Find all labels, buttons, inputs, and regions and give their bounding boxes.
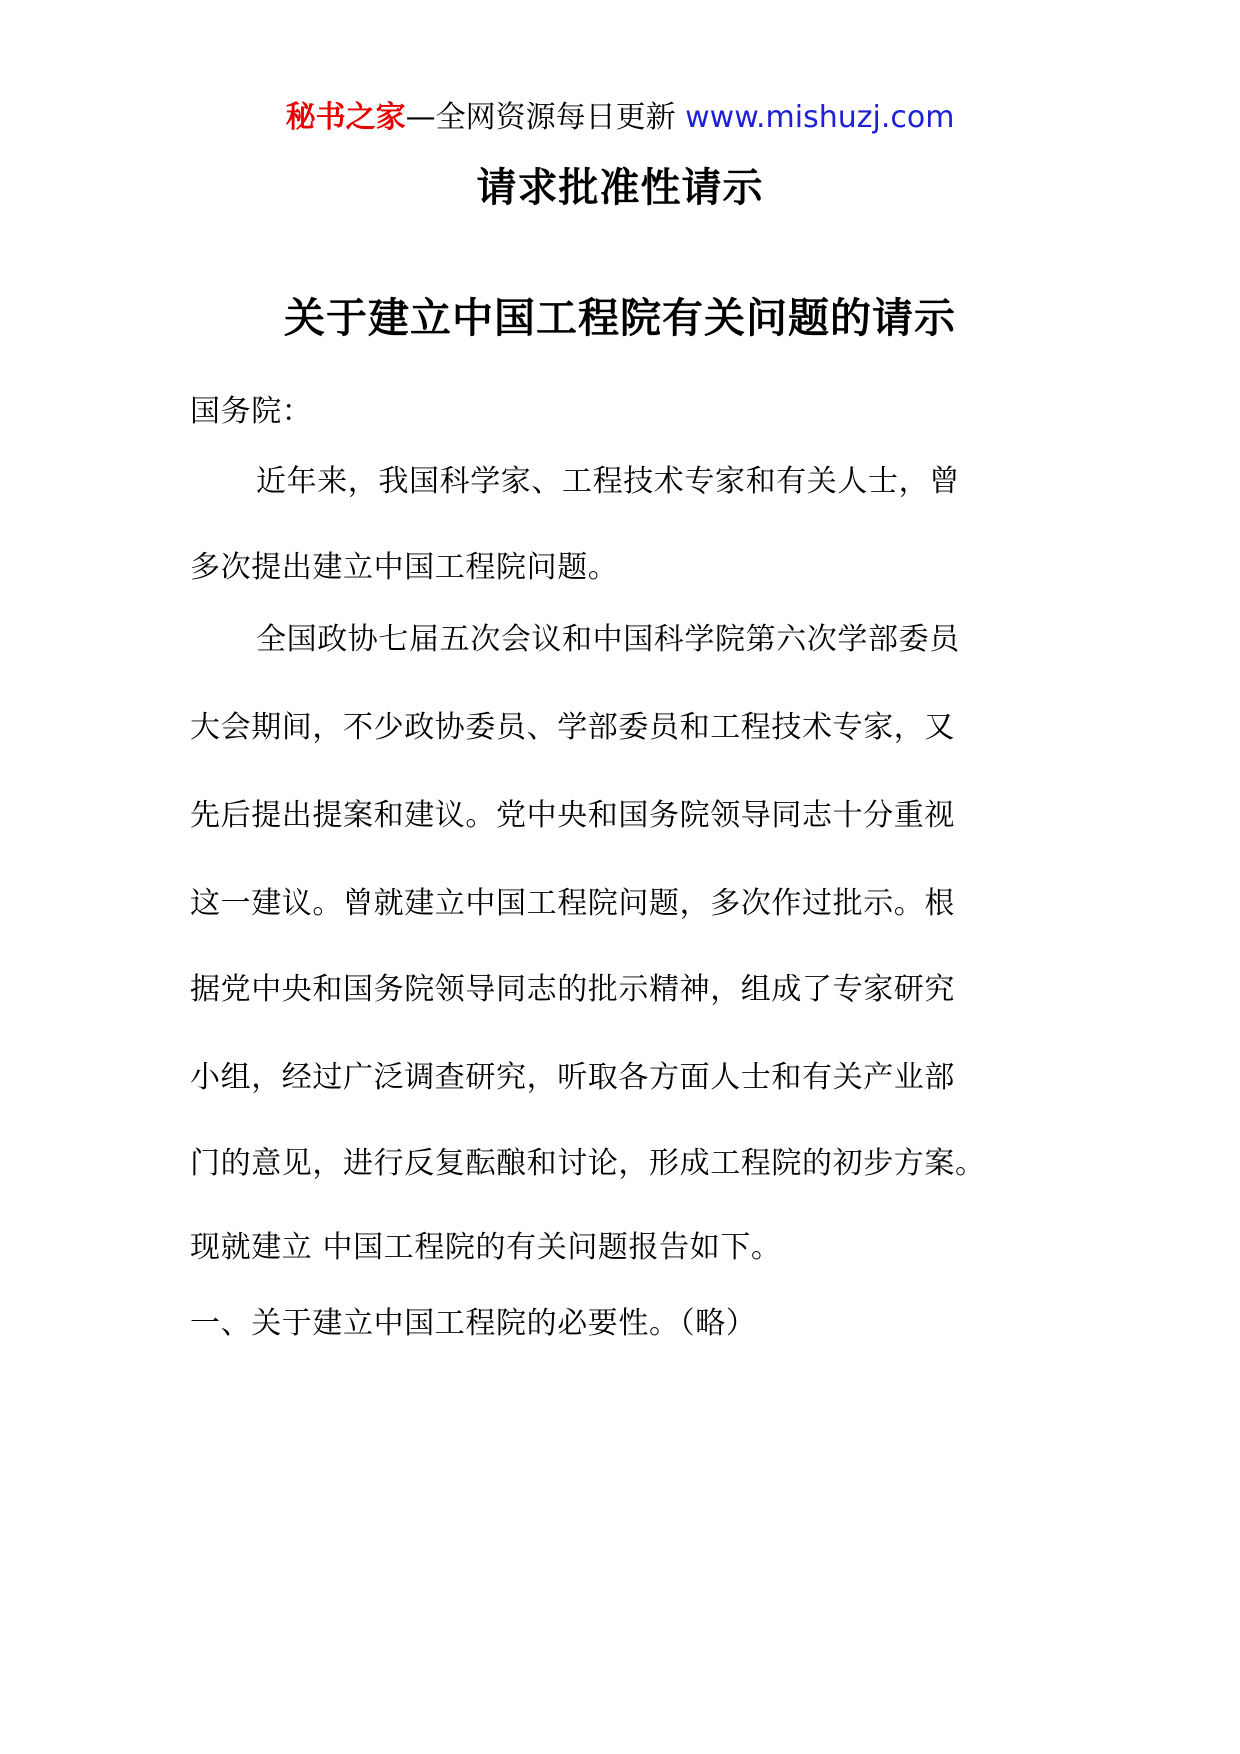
site-tagline: —全网资源每日更新 — [405, 100, 686, 135]
body-line: 近年来，我国科学家、工程技术专家和有关人士，曾 — [256, 464, 960, 499]
body-line: 现就建立 中国工程院的有关问题报告如下。 — [190, 1230, 782, 1265]
body-line: 一、关于建立中国工程院的必要性。（略） — [190, 1306, 757, 1341]
document-type-heading: 请求批准性请示 — [476, 165, 764, 211]
body-line: 全国政协七届五次会议和中国科学院第六次学部委员 — [256, 622, 960, 657]
body-line: 先后提出提案和建议。党中央和国务院领导同志十分重视 — [190, 798, 955, 833]
site-url-link[interactable]: www.mishuzj.com — [685, 100, 955, 135]
body-line: 小组，经过广泛调查研究，听取各方面人士和有关产业部 — [190, 1060, 955, 1095]
document-title: 关于建立中国工程院有关问题的请示 — [284, 294, 956, 342]
site-banner — [0, 98, 1240, 138]
body-line: 多次提出建立中国工程院问题。 — [190, 550, 619, 585]
body-line: 据党中央和国务院领导同志的批示精神，组成了专家研究 — [190, 972, 955, 1007]
addressee: 国务院： — [190, 394, 313, 429]
site-brand: 秘书之家 — [285, 100, 406, 135]
body-line: 大会期间，不少政协委员、学部委员和工程技术专家，又 — [190, 710, 955, 745]
body-line: 门的意见，进行反复酝酿和讨论，形成工程院的初步方案。 — [190, 1146, 986, 1181]
body-line: 这一建议。曾就建立中国工程院问题，多次作过批示。根 — [190, 886, 955, 921]
